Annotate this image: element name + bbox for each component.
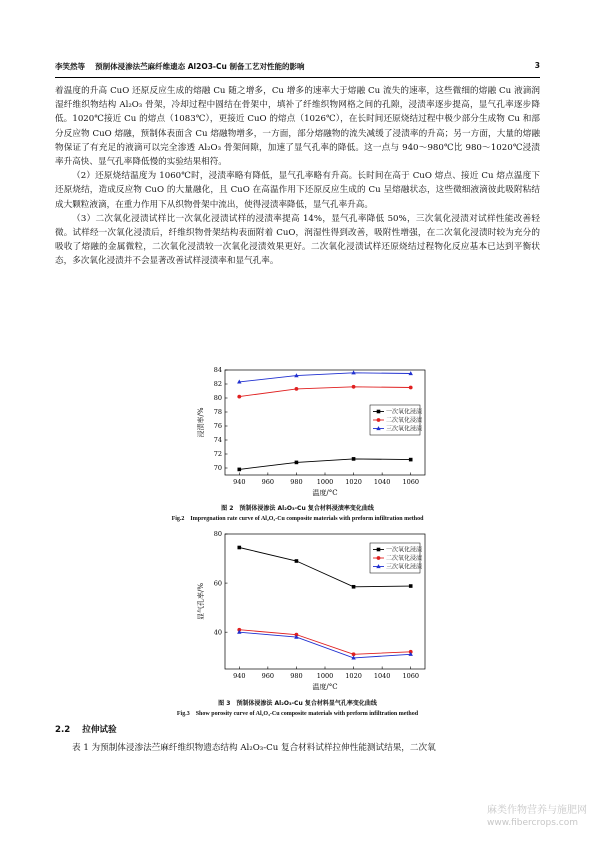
legend-label-1: 一次氧化浸渍 bbox=[386, 408, 423, 416]
header-rule bbox=[55, 77, 540, 78]
series-line-2 bbox=[239, 387, 410, 397]
x-tick-label: 1020 bbox=[345, 672, 362, 680]
y-tick-label: 78 bbox=[213, 408, 222, 417]
x-tick-label: 1000 bbox=[316, 672, 334, 680]
legend-label-3: 三次氧化浸渍 bbox=[386, 563, 423, 571]
y-tick-label: 80 bbox=[213, 530, 222, 539]
porosity-chart bbox=[190, 528, 430, 696]
watermark bbox=[487, 805, 587, 829]
x-tick-label: 1000 bbox=[316, 478, 334, 486]
legend-marker-1 bbox=[377, 548, 381, 552]
figure-2-caption-zh: 图 2 预制体浸渗法 Al₂O₃-Cu 复合材料浸渍率变化曲线 bbox=[221, 505, 374, 512]
x-axis-label: 温度/°C bbox=[312, 489, 338, 497]
data-point-series-2 bbox=[409, 386, 413, 390]
x-tick-label: 1040 bbox=[373, 672, 391, 680]
y-tick-label: 70 bbox=[213, 464, 222, 473]
y-tick-label: 72 bbox=[213, 450, 222, 459]
section-heading bbox=[55, 723, 117, 735]
x-tick-label: 940 bbox=[233, 672, 246, 680]
figure-3-caption-zh: 图 3 预制体浸渗法 Al₂O₃-Cu 复合材料显气孔率变化曲线 bbox=[218, 700, 377, 707]
legend-label-1: 一次氧化浸渍 bbox=[386, 546, 423, 554]
impregnation-rate-chart bbox=[190, 360, 430, 500]
data-point-series-1 bbox=[352, 457, 356, 461]
y-tick-label: 76 bbox=[213, 422, 222, 431]
legend bbox=[370, 405, 422, 435]
data-point-series-1 bbox=[409, 584, 413, 588]
series-line-3 bbox=[239, 373, 410, 382]
legend-label-3: 三次氧化浸渍 bbox=[386, 425, 423, 433]
data-point-series-1 bbox=[352, 585, 356, 589]
legend-label-2: 二次氧化浸渍 bbox=[386, 417, 423, 425]
paragraph-2: （2）还原烧结温度为 1060℃时，浸渍率略有降低，显气孔率略有升高。长时间在高于 CuO 熔点、接近 Cu 熔点温度下还原烧结，造成反应物 CuO 的大量融化，且 CuO 在高温作用下还原反应生成的 Cu 呈熔融状态，这些微细液滴彼此吸附粘结成大颗粒液滴，在重力作用下从织物骨架中流出，使得浸渍率降低，显气孔率升高。 bbox=[55, 171, 540, 210]
page-number: 3 bbox=[534, 61, 540, 70]
data-point-series-2 bbox=[295, 387, 299, 391]
data-point-series-2 bbox=[352, 385, 356, 389]
figure-3-caption-en: Fig.3 Show porosity curve of Al₂O₃-Cu composite materials with preform infiltration method bbox=[176, 711, 419, 717]
data-point-series-2 bbox=[237, 395, 241, 399]
series-line-2 bbox=[239, 630, 410, 655]
y-tick-label: 84 bbox=[213, 366, 222, 375]
figure-2-caption-en: Fig.2 Impregnation rate curve of Al₂O₃-Cu composite materials with preform infiltration method bbox=[171, 516, 424, 522]
legend-marker-2 bbox=[377, 418, 381, 422]
watermark-site-name: 麻类作物营养与施肥网 bbox=[487, 805, 587, 816]
series-line-1 bbox=[239, 459, 410, 470]
y-tick-label: 60 bbox=[213, 579, 222, 588]
x-tick-label: 940 bbox=[233, 478, 246, 486]
x-tick-label: 960 bbox=[261, 478, 275, 486]
x-tick-label: 980 bbox=[290, 478, 303, 486]
legend bbox=[370, 543, 422, 573]
y-axis-label: 显气孔率/% bbox=[197, 582, 205, 621]
body-text bbox=[55, 84, 540, 269]
section-number: 2.2 bbox=[55, 725, 71, 735]
y-tick-label: 80 bbox=[213, 394, 222, 403]
running-header-title: 李笑然等 预制体浸渗法苎麻纤维遗态 Al2O3-Cu 制备工艺对性能的影响 bbox=[55, 62, 305, 71]
paragraph-3: （3）二次氧化浸渍试样比一次氧化浸渍试样的浸渍率提高 14%，显气孔率降低 50%，三次氧化浸渍对试样性能改善轻微。试样经一次氧化浸渍后，纤维织物骨架结构表面附着 CuO，润湿性得到改善，吸附性增强，在二次氧化浸渍时较为充分的吸收了熔融的金属微粒，二次氧化浸渍较一次氧化浸渍效果更好。二次氧化浸渍试样还原烧结过程物化反应基本已达到平衡状态，多次氧化浸渍并不会显著改善试样浸渍率和显气孔率。 bbox=[55, 213, 540, 267]
x-tick-label: 1060 bbox=[402, 672, 419, 680]
data-point-series-1 bbox=[237, 546, 241, 550]
y-axis-label: 浸渍率/% bbox=[197, 407, 205, 438]
data-point-series-1 bbox=[295, 461, 299, 465]
y-tick-label: 74 bbox=[213, 436, 222, 445]
data-point-series-1 bbox=[409, 458, 413, 462]
data-point-series-1 bbox=[295, 559, 299, 563]
running-header bbox=[55, 61, 540, 75]
legend-marker-1 bbox=[377, 410, 381, 414]
x-tick-label: 1040 bbox=[373, 478, 391, 486]
y-tick-label: 82 bbox=[213, 380, 222, 389]
series-line-3 bbox=[239, 632, 410, 658]
x-tick-label: 960 bbox=[261, 672, 275, 680]
legend-marker-2 bbox=[377, 556, 381, 560]
legend-label-2: 二次氧化浸渍 bbox=[386, 555, 423, 563]
y-tick-label: 40 bbox=[213, 628, 222, 637]
paragraph-4: 表 1 为预制体浸渗法苎麻纤维织物遗态结构 Al₂O₃-Cu 复合材料试样拉伸性能测试结果，二次氧 bbox=[72, 743, 436, 753]
x-tick-label: 1060 bbox=[402, 478, 419, 486]
section-title: 拉伸试验 bbox=[82, 725, 117, 735]
paragraph-1: 着温度的升高 CuO 还原反应生成的熔融 Cu 随之增多，Cu 增多的速率大于熔融 Cu 流失的速率，这些微细的熔融 Cu 液滴润湿纤维织物结构 Al₂O₃ 骨架，冷却过程中圆结在骨架中，填补了纤维织物网格之间的孔隙，浸渍率逐步提高，显气孔率逐步降低。1020℃接近 Cu 的熔点（1083℃），更接近 CuO 的熔点（1026℃），在长时间还原烧结过程中极少部分生成物 Cu 和部分反应物 CuO 熔融，预制体表面含 Cu 熔融物增多，一方面，部分熔融物的流失减缓了浸渍率的升高；另一方面，大量的熔融物保证了有充足的液滴可以完全渗透 Al₂O₃ 骨架间隙，加速了显气孔率的降低。这一点与 940～980℃比 980～1020℃浸渍率升高快、显气孔率降低慢的实验结果相符。 bbox=[55, 86, 540, 168]
watermark-url: www.fibercrops.com bbox=[487, 818, 578, 828]
x-tick-label: 1020 bbox=[345, 478, 362, 486]
data-point-series-1 bbox=[237, 468, 241, 472]
x-axis-label: 温度/°C bbox=[312, 683, 338, 691]
x-tick-label: 980 bbox=[290, 672, 303, 680]
